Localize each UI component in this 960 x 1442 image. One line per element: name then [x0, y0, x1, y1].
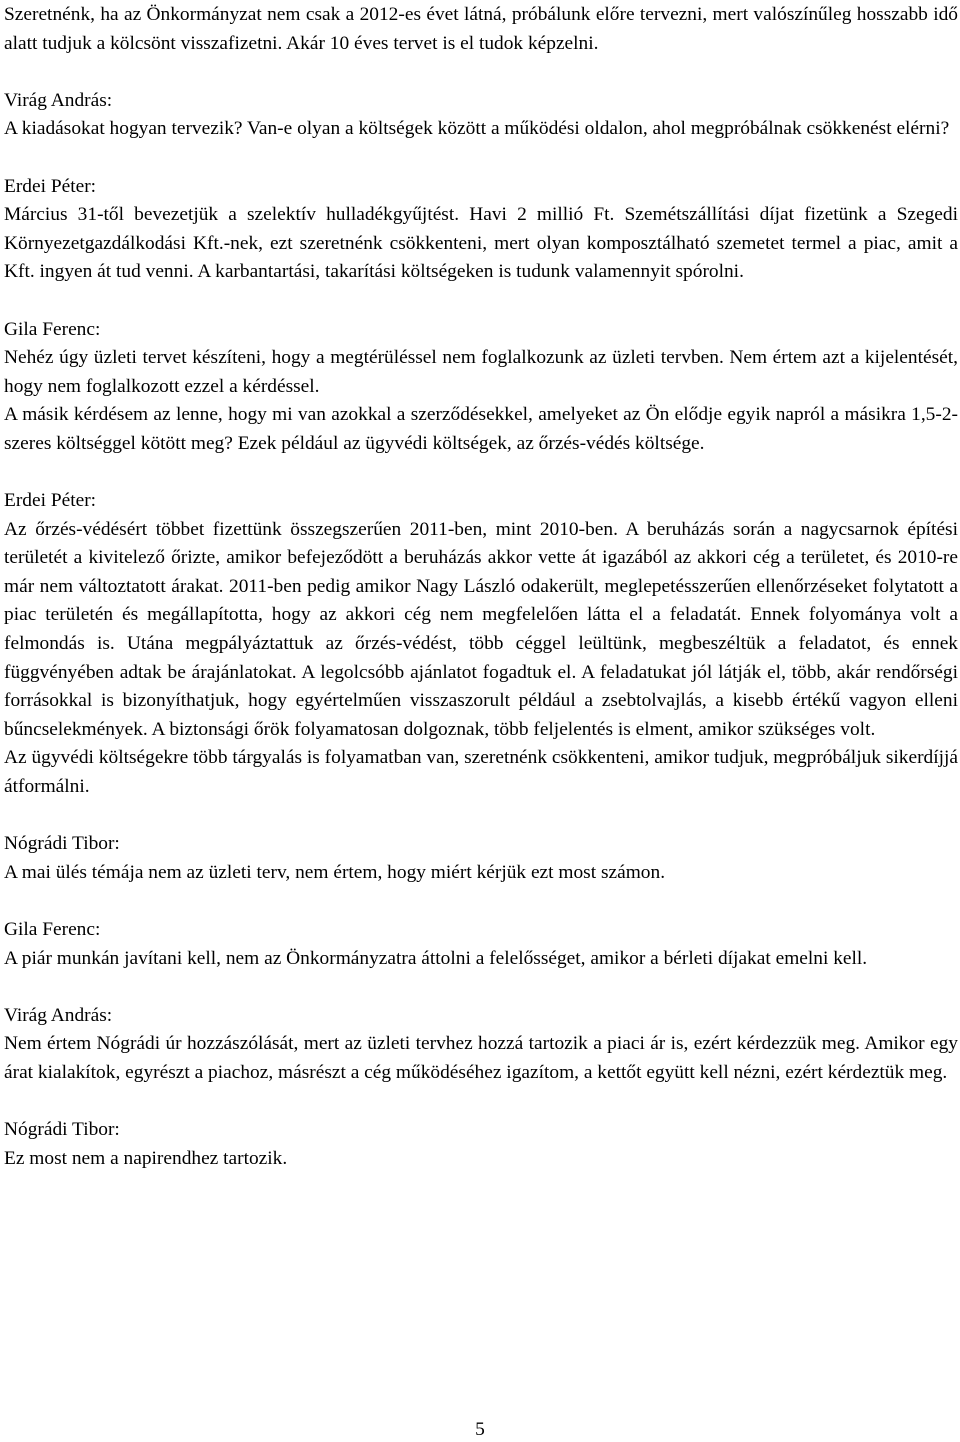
paragraph: Március 31-től bevezetjük a szelektív hulladékgyűjtést. Havi 2 millió Ft. Szemétszállítási díjat fizetünk a Szegedi Környezetgazdálkodási Kft.-nek, ezt szeretnénk csökkenteni, mert olyan komposztálható szemetet termel a piac, amit a Kft. ingyen át tud venni. A karbantartási, takarítási költségeken is tudunk valamennyit spórolni. [4, 204, 958, 283]
speaker-name: Nógrádi Tibor: [4, 833, 120, 855]
block-7 [4, 1002, 958, 1088]
paragraph: A mai ülés témája nem az üzleti terv, nem értem, hogy miért kérjük ezt most számon. [4, 861, 666, 883]
speaker-name: Nógrádi Tibor: [4, 1119, 120, 1141]
speaker-name: Virág András: [4, 1004, 113, 1026]
paragraph-gap [4, 973, 958, 1002]
speaker-name: Gila Ferenc: [4, 919, 101, 940]
block-0 [4, 1, 958, 58]
speaker-name: Gila Ferenc: [4, 318, 101, 340]
block-5 [4, 830, 958, 887]
paragraph-gap [4, 459, 958, 488]
paragraph: A kiadásokat hogyan tervezik? Van-e olyan a költségek között a működési oldalon, ahol megpróbálnak csökkenést elérni? [4, 118, 950, 140]
paragraph-gap [4, 144, 958, 173]
paragraph: A piár munkán javítani kell, nem az Önkormányzatra áttolni a felelősséget, amikor a bérleti díjakat emelni kell. [4, 947, 868, 969]
paragraph: Nehéz úgy üzleti tervet készíteni, hogy a megtérüléssel nem foglalkozunk az üzleti tervben. Nem értem azt a kijelentését, hogy nem foglalkozott ezzel a kérdéssel. [4, 347, 958, 397]
paragraph-gap [4, 887, 958, 916]
document-page [4, 1, 958, 1173]
paragraph-gap [4, 802, 958, 831]
speaker-name: Erdei Péter: [4, 175, 97, 197]
page-number: 5 [475, 1419, 485, 1440]
block-2 [4, 173, 958, 287]
block-1 [4, 87, 958, 144]
paragraph: Ez most nem a napirendhez tartozik. [4, 1147, 288, 1169]
block-3 [4, 316, 958, 459]
block-6 [4, 916, 958, 973]
block-8 [4, 1116, 958, 1173]
paragraph-gap [4, 1088, 958, 1117]
paragraph: Az őrzés-védésért többet fizettünk összegszerűen 2011-ben, mint 2010-ben. A beruházás során a nagycsarnok építési területét a kivitelező őrizte, amikor befejeződött a beruházás akkor vette át igazából az akkori cég a területet, és 2010-re már nem változtatott árakat. 2011-ben pedig amikor Nagy László odakerült, meglepetésszerűen ellenőrzéseket folytatott a piac területén és megállapította, hogy az akkori cég nem megfelelően látta el a feladatát. Ennek folyománya volt a felmondás is. Utána megpályáztattuk az őrzés-védést, több céggel leültünk, megbeszéltük a feladatot, és ennek függvényében adtak be árajánlatokat. A legolcsóbb ajánlatot fogadtuk el. A feladatukat jól látják el, több, akár rendőrségi forrásokkal is bizonyíthatjuk, hogy egyértelműen visszaszorult például a zsebtolvajlás, a kisebb értékű vagyon elleni bűncselekmények. A biztonsági őrök folyamatosan dolgoznak, több feljelentés is elment, amikor szükséges volt. [4, 518, 958, 740]
speaker-name: Erdei Péter: [4, 490, 97, 512]
speaker-name: Virág András: [4, 89, 113, 111]
paragraph-gap [4, 287, 958, 316]
paragraph: Az ügyvédi költségekre több tárgyalás is folyamatban van, szeretnénk csökkenteni, amikor tudjuk, megpróbáljuk sikerdíjjá átformálni. [4, 747, 958, 798]
paragraph: Szeretnénk, ha az Önkormányzat nem csak a 2012-es évet látná, próbálunk előre tervezni, mert valószínűleg hosszabb idő alatt tudjuk a kölcsönt visszafizetni. Akár 10 éves tervet is el tudok képzelni. [4, 4, 958, 54]
block-4 [4, 487, 958, 802]
paragraph: Nem értem Nógrádi úr hozzászólását, mert az üzleti tervhez hozzá tartozik a piaci ár is, ezért kérdezzük meg. Amikor egy árat kialakítok, egyrészt a piachoz, másrészt a cég működéséhez igazítom, a kettőt együtt kell nézni, ezért kérdeztük meg. [4, 1033, 958, 1083]
paragraph-gap [4, 58, 958, 87]
paragraph: A másik kérdésem az lenne, hogy mi van azokkal a szerződésekkel, amelyeket az Ön elődje egyik napról a másikra 1,5-2-szeres költséggel kötött meg? Ezek például az ügyvédi költségek, az őrzés-védés költsége. [4, 404, 958, 454]
